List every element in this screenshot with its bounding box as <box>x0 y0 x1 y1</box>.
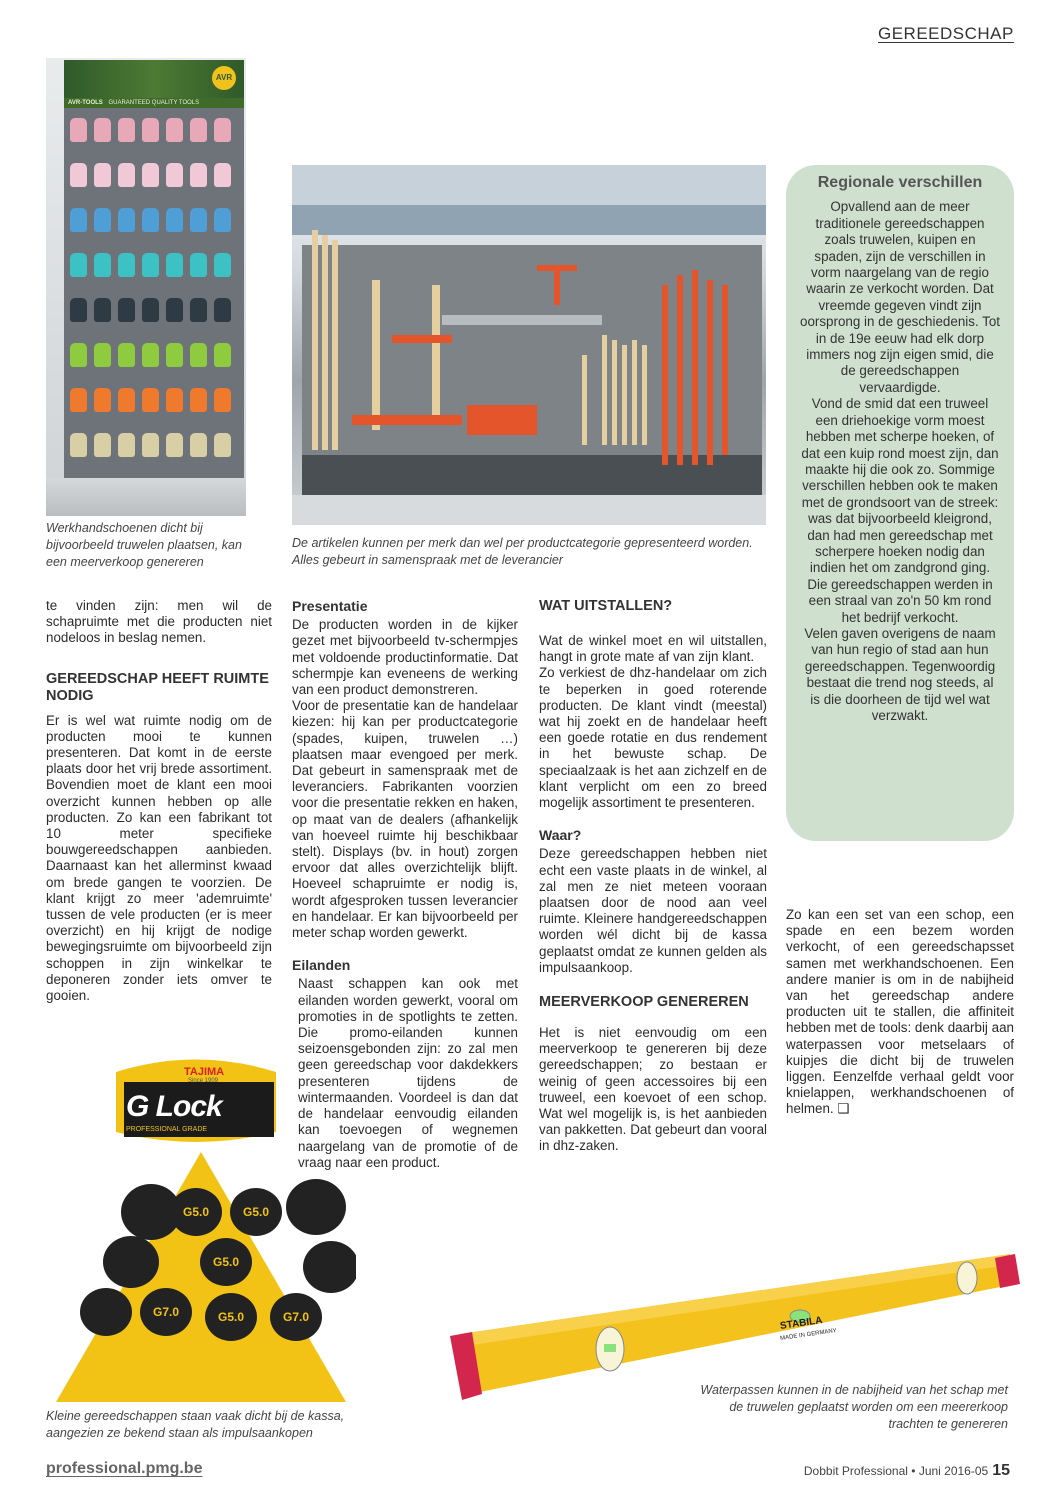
col3-p4: Het is niet eenvoudig om een meerverkoop te genereren bij deze gereedschappen; zo bestaan er weinig of geen accessoires bij een truweel, een koevoet of een schop. Wat wel mogelijk is, is het aanbieden van pakketten. Dat gebeurt dan vooral in dhz-zaken. <box>539 1025 767 1154</box>
footer-url[interactable]: professional.pmg.be <box>46 1460 203 1477</box>
gloves-display-base <box>46 478 246 516</box>
column-4 <box>786 907 1014 1118</box>
glove <box>190 343 207 367</box>
glove <box>214 343 231 367</box>
glove <box>94 208 111 232</box>
store-floor <box>292 495 766 525</box>
col3-heading-uitstallen: WAT UITSTALLEN? <box>539 598 673 614</box>
glove <box>70 163 87 187</box>
gloves-brand-text: AVR-TOOLS <box>68 100 103 106</box>
gloves-banner-badge: AVR <box>212 66 236 90</box>
col2-p3: Naast schappen kan ook met eilanden worden gewerkt, vooral om promoties in de spotlights te zetten. Die promo-eilanden kunnen seizoensgebonden zijn: zo zal men geen gereedschap voor dakdekkers presenteren tijdens de wintermaanden. Voordeel is dan dat de handelaar eenvoudig eilanden kan toevoegen of wegnemen naargelang van de promotie of de vraag naar een product. <box>298 976 518 1170</box>
col4-p1 <box>786 907 1014 1118</box>
glove <box>94 388 111 412</box>
footer-magazine: Dobbit Professional • Juni 2016-05 <box>803 1464 989 1478</box>
col2-p1: De producten worden in de kijker gezet met bijvoorbeeld tv-schermpjes met voldoende productinformatie. Dat schermpje kan eveneens de werking van een product demonstreren. <box>292 617 518 698</box>
glove <box>166 298 183 322</box>
glove <box>70 298 87 322</box>
glove <box>70 388 87 412</box>
glove <box>94 118 111 142</box>
col3-heading-waar: Waar? <box>539 827 582 844</box>
level-caption: Waterpassen kunnen in de nabijheid van het schap met de truwelen geplaatst worden om een meererkoop trachten te genereren <box>700 1383 1008 1431</box>
footer-page-number: 15 <box>992 1462 1010 1479</box>
col4-p1-text: Zo kan een set van een schop, een spade en een bezem worden verkocht, of een gereedschapsset samen met werkhandschoenen. Een andere manier is om in de nabijheid van het gereedschap andere producten uit te stallen, die affiniteit hebben met de tools: denk daarbij aan waterpassen voor metselaars of kuipjes die dicht bij de truwelen liggen. Eenzelfde verhaal geldt voor knielappen, werkhandschoenen of helmen. <box>786 907 1014 1117</box>
glove <box>142 298 159 322</box>
store-shelf-photo <box>292 165 766 525</box>
glove <box>166 433 183 457</box>
tajima-since: Since 1909 <box>188 1078 219 1084</box>
glove <box>142 343 159 367</box>
glove <box>118 343 135 367</box>
tape-measure-label: G5.0 <box>170 1188 222 1236</box>
glove <box>166 343 183 367</box>
glove <box>166 253 183 277</box>
end-mark: ❑ <box>837 1101 850 1117</box>
glove <box>166 208 183 232</box>
glove <box>70 343 87 367</box>
glove <box>142 208 159 232</box>
tape-measure-label: G7.0 <box>270 1293 322 1341</box>
tape-measure-label: G5.0 <box>205 1293 257 1341</box>
level-vial-bubble <box>604 1344 616 1352</box>
glove <box>70 253 87 277</box>
gloves-caption: Werkhandschoenen dicht bij bijvoorbeeld truwelen plaatsen, kan een meerverkoop genereren <box>46 521 242 569</box>
tape-measure <box>303 1241 356 1293</box>
sidebar-box <box>786 165 1014 841</box>
col3-p3: Deze gereedschappen hebben niet echt een vaste plaats in de winkel, al zal men ze niet meteen vooraan plaatsen door de nood aan veel ruimte. Kleinere handgereedschappen worden wél dicht bij de kassa geplaatst omdat ze kunnen gelden als impulsaankoop. <box>539 846 767 975</box>
glove <box>142 433 159 457</box>
tape-measure-label: G7.0 <box>140 1288 192 1336</box>
store-caption: De artikelen kunnen per merk dan wel per productcategorie gepresenteerd worden. Alles gebeurt in samenspraak met de leverancier <box>292 536 753 567</box>
glove <box>190 163 207 187</box>
glove <box>70 118 87 142</box>
gloves-display-photo <box>46 58 246 516</box>
column-3 <box>539 598 767 1155</box>
sidebar-p1: Opvallend aan de meer traditionele gereedschappen zoals truwelen, kuipen en spaden, zijn de verschillen in vorm naargelang van de regio waarin ze verkocht worden. Dat vreemde gegeven vindt zijn oorsprong in de geschiedenis. Tot in de 19e eeuw had elk dorp immers nog zijn eigen smid, die de gereedschappen vervaardigde. <box>800 199 1001 395</box>
tape-measure-label: G5.0 <box>200 1238 252 1286</box>
glove <box>118 433 135 457</box>
level-vial-right <box>957 1262 977 1294</box>
metal-tray <box>442 315 602 325</box>
glove <box>70 208 87 232</box>
col1-body: Er is wel wat ruimte nodig om de producten mooi te kunnen presenteren. Dat komt in de eerste plaats door het vrij brede assortiment. Bovendien moet de klant een mooi overzicht kunnen hebben op alle producten. Zo kan een fabrikant tot 10 meter specifieke bouwgereedschappen aanbieden. Daarnaast kan het allerminst kwaad om brede gangen te voorzien. De klant krijgt zo meer 'ademruimte' tussen de vele producten (er is meer overzicht) en hij krijgt de nodige bewegingsruimte om bijvoorbeeld zijn schoppen in zijn winkelkar te deponeren zonder iets omver te gooien. <box>46 712 272 1004</box>
tape-measure <box>103 1236 159 1288</box>
sidebar-title: Regionale verschillen <box>817 174 983 191</box>
glove <box>142 118 159 142</box>
section-tag: GEREEDSCHAP <box>878 24 1014 43</box>
glove <box>118 298 135 322</box>
glove <box>94 433 111 457</box>
footer-info <box>804 1462 1010 1480</box>
glove <box>166 388 183 412</box>
glove <box>214 118 231 142</box>
glove <box>94 343 111 367</box>
glove <box>118 163 135 187</box>
tajima-caption: Kleine gereedschappen staan vaak dicht bij de kassa, aangezien ze bekend staan als impulsaankopen <box>46 1409 345 1440</box>
level-made-in: MADE IN GERMANY <box>779 1328 838 1342</box>
tape-measure <box>286 1179 346 1235</box>
sidebar-p3: Velen gaven overigens de naam van hun regio of stad aan hun gereedschappen. Tegenwoordig bestaat die trend nog steeds, al is die doorheen de tijd wel wat verzwakt. <box>804 625 996 723</box>
col3-p1: Wat de winkel moet en wil uitstallen, hangt in grote mate af van zijn klant. <box>539 633 767 665</box>
glove <box>70 433 87 457</box>
tape-measure <box>80 1288 132 1336</box>
col2-p2: Voor de presentatie kan de handelaar kiezen: hij kan per productcategorie (spades, kuipen, truwelen …) plaatsen maar evengoed per merk. Dat gebeurt in samenspraak met de leveranciers. Fabrikanten voorzien voor die presentatie rekken en haken, op maat van de dealers (afhankelijk van hoeveel ruimte hij beschikbaar stelt). Displays (bv. in hout) zorgen ervoor dat alles overzichtelijk blijft. Hoeveel schapruimte er nodig is, wordt afgesproken tussen leverancier en handelaar. Er kan bijvoorbeeld per meter schap worden gewerkt. <box>292 698 518 941</box>
tajima-display-photo <box>46 1052 356 1406</box>
col1-heading: GEREEDSCHAP HEEFT RUIMTE NODIG <box>46 670 269 704</box>
glove <box>190 433 207 457</box>
glove <box>142 253 159 277</box>
glove <box>190 208 207 232</box>
glove <box>94 163 111 187</box>
glove <box>118 118 135 142</box>
tajima-product-logo: G Lock <box>126 1090 222 1123</box>
col2-heading-eilanden: Eilanden <box>292 957 351 974</box>
gloves-banner <box>64 60 244 98</box>
glove <box>142 163 159 187</box>
tajima-brand: TAJIMA <box>184 1066 225 1078</box>
glove <box>118 388 135 412</box>
glove <box>214 388 231 412</box>
gloves-banner-strip <box>64 98 244 108</box>
gloves-tagline-text: GUARANTEED QUALITY TOOLS <box>108 100 200 106</box>
glove <box>214 298 231 322</box>
glove <box>94 298 111 322</box>
glove <box>166 163 183 187</box>
col1-intro: te vinden zijn: men wil de schapruimte met die producten niet nodeloos in beslag nemen. <box>46 598 272 646</box>
tape-measure-label: G5.0 <box>230 1188 282 1236</box>
sidebar-p2: Vond de smid dat een truweel een driehoekige vorm moest hebben met scherpe hoeken, of dat een kuip rond moest zijn, dan maakte hij die ook zo. Sommige verschillen hebben ook te maken met de grondsoort van de streek: was dat bijvoorbeeld kleigrond, dan had men gereedschap met scherpere hoeken nodig dan indien het om zandgrond ging. Die gereedschappen werden in een straal van zo'n 50 km rond het bedrijf verkocht. <box>801 396 999 625</box>
level-brand: STABILA <box>779 1315 824 1332</box>
glove <box>190 298 207 322</box>
store-back-shelving <box>292 205 766 235</box>
tajima-grade: PROFESSIONAL GRADE <box>126 1126 208 1133</box>
store-shelf-illustration <box>292 165 766 525</box>
glove <box>190 253 207 277</box>
col3-p2: Zo verkiest de dhz-handelaar om zich te beperken in goed roterende producten. De klant vindt (meestal) wat hij zoekt en de handelaar heeft een goede rotatie en dus rendement in het bewuste schap. De speciaalzaak is het aan zichzelf en de klant verplicht om een zo breed mogelijk assortiment te presenteren. <box>539 665 767 811</box>
glove <box>166 118 183 142</box>
glove <box>214 208 231 232</box>
glove <box>214 163 231 187</box>
glove <box>214 253 231 277</box>
glove <box>190 388 207 412</box>
col3-heading-meerverkoop: MEERVERKOOP GENEREREN <box>539 994 749 1011</box>
glove <box>118 208 135 232</box>
glove <box>118 253 135 277</box>
glove <box>190 118 207 142</box>
column-1 <box>46 598 272 1004</box>
glove <box>94 253 111 277</box>
glove <box>142 388 159 412</box>
col2-heading-presentatie: Presentatie <box>292 598 368 614</box>
glove <box>214 433 231 457</box>
